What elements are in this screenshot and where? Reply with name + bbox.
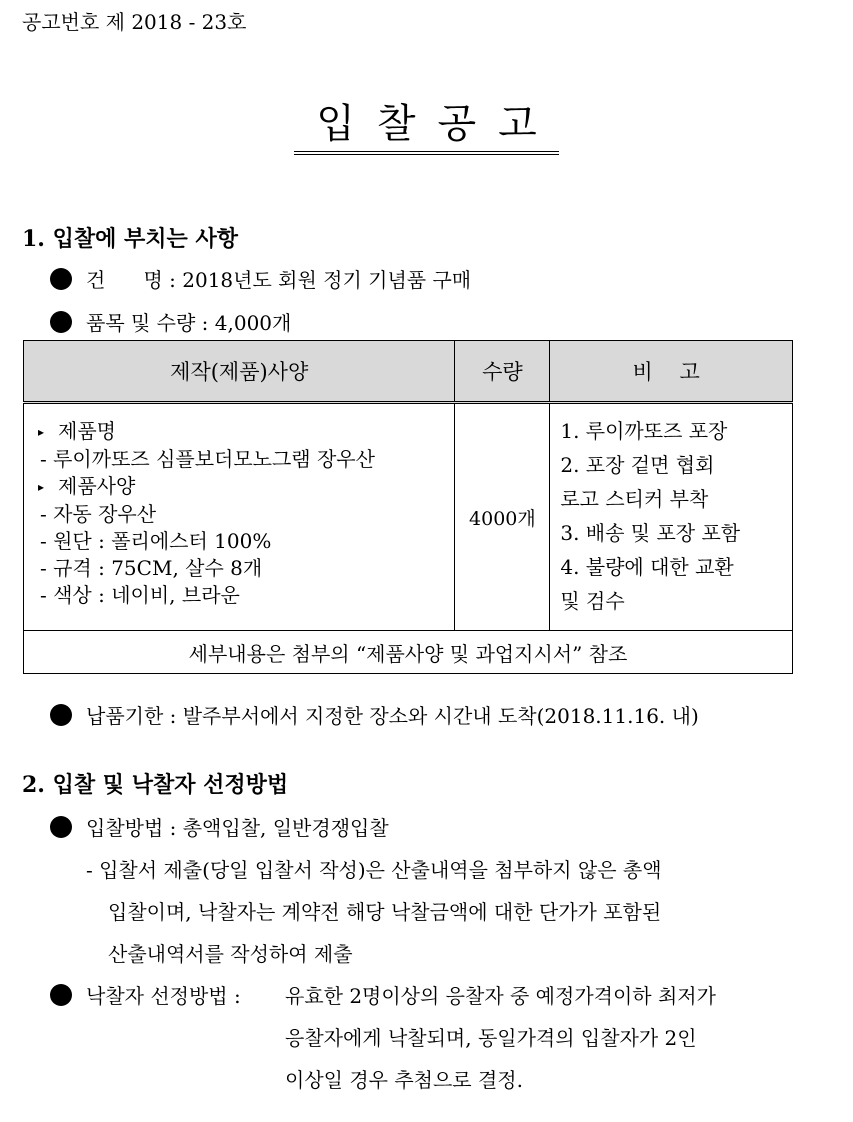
spec-cell (24, 403, 455, 631)
item-name-value: : 2018년도 회원 정기 기념품 구매 (169, 268, 472, 292)
remark-line: 3. 배송 및 포장 포함 (560, 521, 741, 545)
section1-heading: 1. 입찰에 부치는 사항 (22, 226, 238, 252)
section2-heading: 2. 입찰 및 낙찰자 선정방법 (22, 772, 289, 798)
quantity-line (50, 307, 291, 336)
method-detail-3: 산출내역서를 작성하여 제출 (108, 942, 353, 966)
header-quantity: 수량 (455, 341, 550, 403)
table-header-row (24, 341, 793, 403)
triangle-bullet-icon: ▸ (38, 480, 45, 494)
method-line (50, 812, 389, 841)
spec-table (23, 340, 793, 674)
header-spec: 제작(제품)사양 (24, 341, 455, 403)
bullet-icon (50, 984, 72, 1006)
header-remarks: 비 고 (550, 341, 793, 403)
remark-line: 및 검수 (560, 589, 625, 613)
quantity-text: 품목 및 수량 : 4,000개 (86, 311, 292, 335)
triangle-bullet-icon: ▸ (38, 425, 45, 439)
selection-text-2: 응찰자에게 낙찰되며, 동일가격의 입찰자가 2인 (285, 1026, 697, 1050)
spec-line: - 자동 장우산 (40, 502, 157, 526)
delivery-line (50, 700, 699, 729)
method-detail-2: 입찰이며, 낙찰자는 계약전 해당 낙찰금액에 대한 단가가 포함된 (108, 900, 662, 924)
table-footer: 세부내용은 첨부의 “제품사양 및 과업지시서” 참조 (24, 631, 793, 674)
spec-line: - 색상 : 네이비, 브라운 (40, 583, 240, 607)
table-footer-row (24, 631, 793, 674)
remarks-cell (550, 403, 793, 631)
bullet-icon (50, 311, 72, 333)
bullet-icon (50, 268, 72, 290)
selection-line (50, 980, 241, 1009)
remark-line: 2. 포장 겉면 협회 (560, 453, 715, 477)
item-name-label: 건 명 (86, 268, 163, 292)
delivery-text: 납품기한 : 발주부서에서 지정한 장소와 시간내 도착(2018.11.16. 내) (86, 704, 699, 728)
remark-line: 로고 스티커 부착 (560, 487, 709, 511)
selection-text-3: 이상일 경우 추첨으로 결정. (285, 1068, 523, 1092)
selection-label: 낙찰자 선정방법 : (86, 984, 241, 1008)
spec-line: - 루이까또즈 심플보더모노그램 장우산 (40, 447, 375, 471)
item-name-line (50, 264, 471, 293)
spec-line: - 원단 : 폴리에스터 100% (40, 529, 272, 553)
remark-line: 4. 불량에 대한 교환 (560, 555, 734, 579)
notice-number: 공고번호 제 2018 - 23호 (22, 10, 247, 34)
bullet-icon (50, 816, 72, 838)
selection-text-1: 유효한 2명이상의 응찰자 중 예정가격이하 최저가 (285, 984, 716, 1008)
method-text: 입찰방법 : 총액입찰, 일반경쟁입찰 (86, 816, 389, 840)
spec-line: - 규격 : 75CM, 살수 8개 (40, 556, 263, 580)
table-row (24, 403, 793, 631)
remark-line: 1. 루이까또즈 포장 (560, 419, 728, 443)
method-detail-1: - 입찰서 제출(당일 입찰서 작성)은 산출내역을 첨부하지 않은 총액 (86, 858, 662, 882)
bullet-icon (50, 704, 72, 726)
page-title: 입찰공고 (294, 101, 559, 155)
spec-line: ▸ 제품명 (38, 418, 446, 446)
spec-line: ▸ 제품사양 (38, 473, 446, 501)
page-title-wrap (0, 92, 853, 149)
quantity-cell: 4000개 (455, 403, 550, 631)
